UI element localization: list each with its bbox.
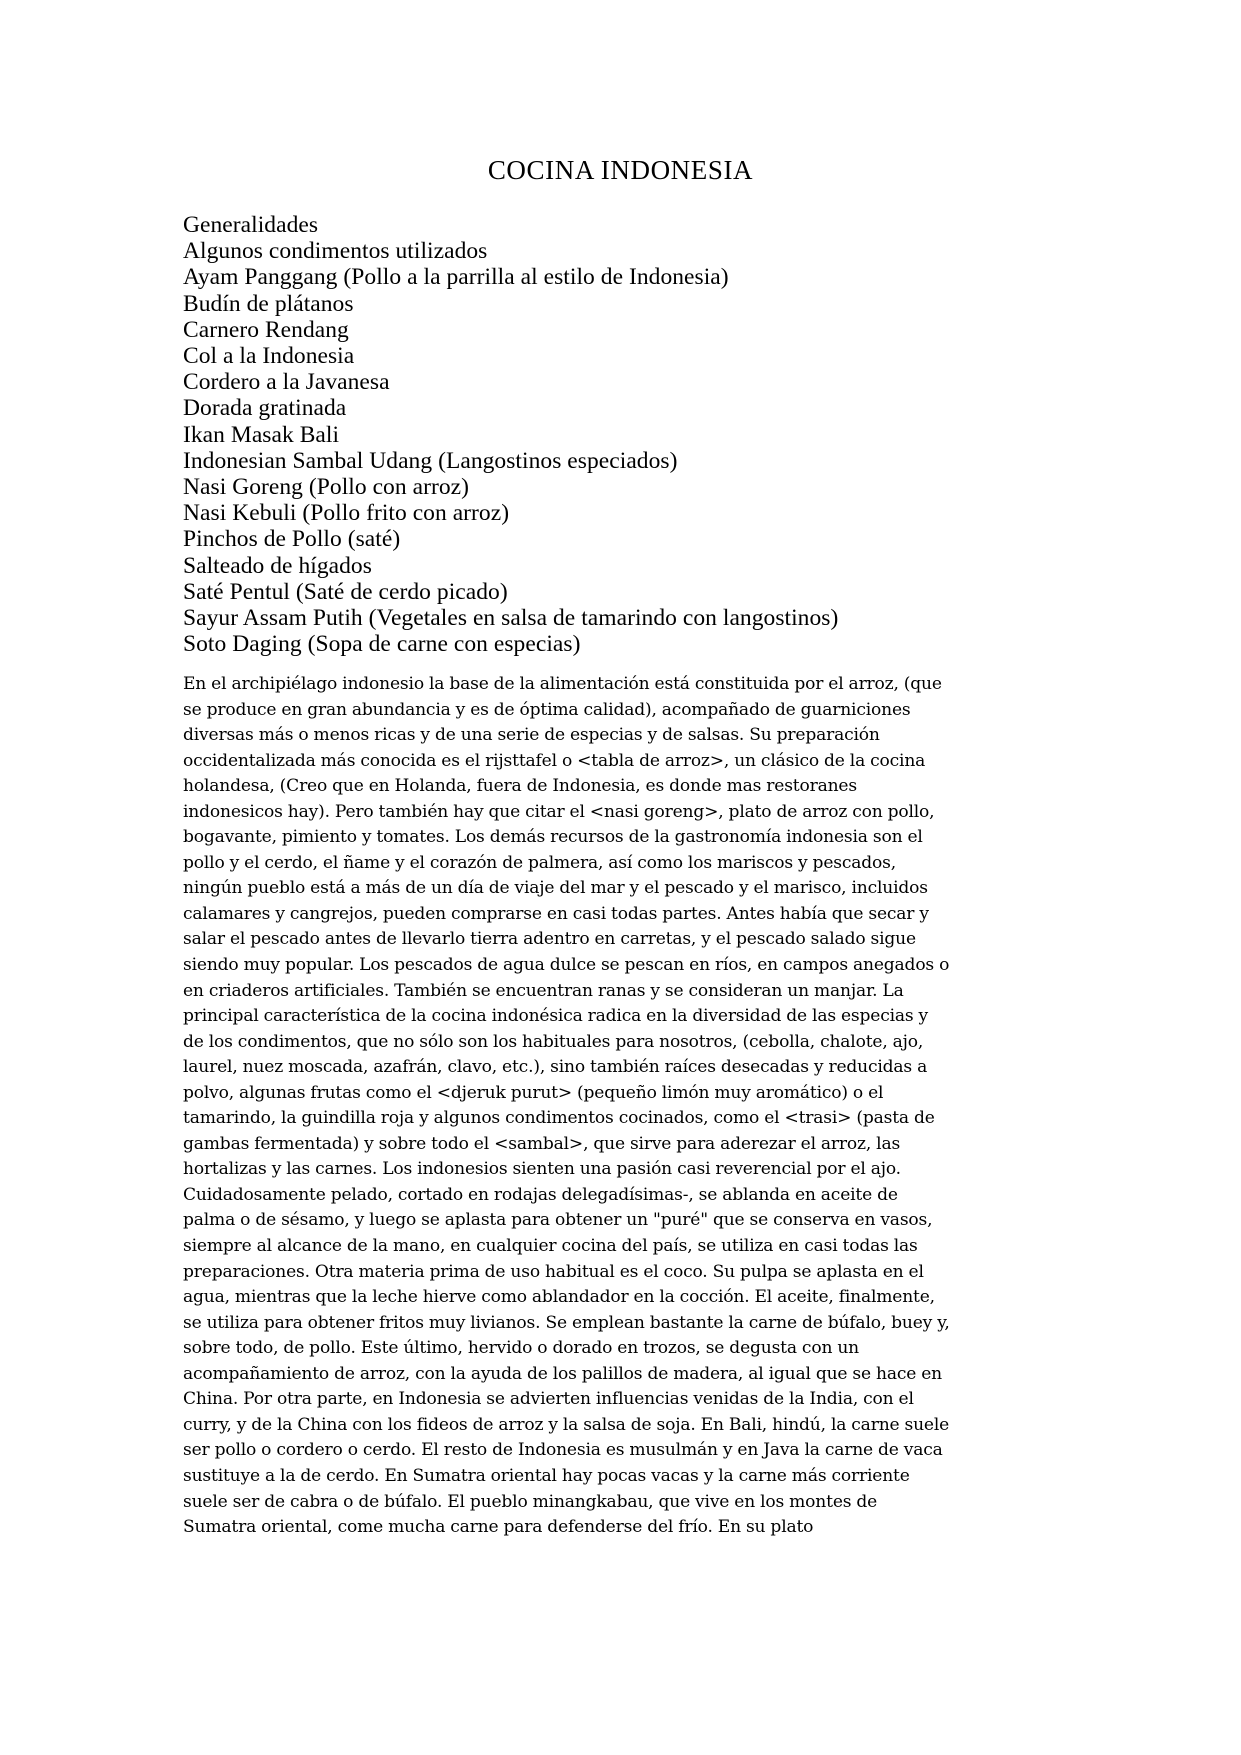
- list-item: Budín de plátanos: [183, 290, 354, 317]
- list-item: Ayam Panggang (Pollo a la parrilla al estilo de Indonesia): [183, 264, 729, 291]
- page-title: COCINA INDONESIA: [487, 155, 754, 185]
- list-item: Nasi Goreng (Pollo con arroz): [183, 474, 469, 501]
- body-text-block: [183, 672, 951, 1541]
- list-item: Dorada gratinada: [183, 395, 347, 422]
- list-item: Ikan Masak Bali: [183, 421, 340, 448]
- list-item: Pinchos de Pollo (saté): [183, 526, 401, 553]
- list-item: Soto Daging (Sopa de carne con especias): [183, 631, 581, 658]
- intro-paragraph: En el archipiélago indonesio la base de la alimentación está constituida por el arroz, (que se produce en gran abundancia y es de óptima calidad), acompañado de guarniciones diversas más o menos ricas y de una serie de especias y de salsas. Su preparación occidentalizada más conocida es el rijsttafel o <tabla de arroz>, un clásico de la cocina holandesa, (Creo que en Holanda, fuera de Indonesia, es donde mas restoranes indonesicos hay). Pero también hay que citar el <nasi goreng>, plato de arroz con pollo, bogavante, pimiento y tomates. Los demás recursos de la gastronomía indonesia son el pollo y el cerdo, el ñame y el corazón de palmera, así como los mariscos y pescados, ningún pueblo está a más de un día de viaje del mar y el pescado y el marisco, incluidos calamares y cangrejos, pueden comprarse en casi todas partes. Antes había que secar y salar el pescado antes de llevarlo tierra adentro en carretas, y el pescado salado sigue siendo muy popular. Los pescados de agua dulce se pescan en ríos, en campos anegados o en criaderos artificiales. También se encuentran ranas y se consideran un manjar. La principal característica de la cocina indonésica radica en la diversidad de las especias y de los condimentos, que no sólo son los habituales para nosotros, (cebolla, chalote, ajo, laurel, nuez moscada, azafrán, clavo, etc.), sino también raíces desecadas y reducidas a polvo, algunas frutas como el <djeruk purut> (pequeño limón muy aromático) o el tamarindo, la guindilla roja y algunos condimentos cocinados, como el <trasi> (pasta de gambas fermentada) y sobre todo el <sambal>, que sirve para aderezar el arroz, las hortalizas y las carnes. Los indonesios sienten una pasión casi reverencial por el ajo. Cuidadosamente pelado, cortado en rodajas delegadísimas-, se ablanda en aceite de palma o de sésamo, y luego se aplasta para obtener un "puré" que se conserva en vasos, siempre al alcance de la mano, en cualquier cocina del país, se utiliza en casi todas las preparaciones. Otra materia prima de uso habitual es el coco. Su pulpa se aplasta en el agua, mientras que la leche hierve como ablandador en la cocción. El aceite, finalmente, se utiliza para obtener fritos muy livianos. Se emplean bastante la carne de búfalo, buey y, sobre todo, de pollo. Este último, hervido o dorado en trozos, se degusta con un acompañamiento de arroz, con la ayuda de los palillos de madera, al igual que se hace en China. Por otra parte, en Indonesia se advierten influencias venidas de la India, con el curry, y de la China con los fideos de arroz y la salsa de soja. En Bali, hindú, la carne suele ser pollo o cordero o cerdo. El resto de Indonesia es musulmán y en Java la carne de vaca sustituye a la de cerdo. En Sumatra oriental hay pocas vacas y la carne más corriente suele ser de cabra o de búfalo. El pueblo minangkabau, que vive en los montes de Sumatra oriental, come mucha carne para defenderse del frío. En su plato: [183, 674, 950, 1538]
- list-item: Col a la Indonesia: [183, 343, 355, 370]
- table-of-contents: [183, 212, 1083, 657]
- list-item: Algunos condimentos utilizados: [183, 238, 488, 265]
- list-item: Indonesian Sambal Udang (Langostinos especiados): [183, 447, 678, 474]
- list-item: Generalidades: [183, 212, 319, 238]
- list-item: Sayur Assam Putih (Vegetales en salsa de tamarindo con langostinos): [183, 605, 839, 632]
- list-item: Carnero Rendang: [183, 316, 349, 343]
- list-item: Cordero a la Javanesa: [183, 369, 390, 396]
- list-item: Nasi Kebuli (Pollo frito con arroz): [183, 500, 510, 527]
- list-item: Salteado de hígados: [183, 552, 372, 579]
- list-item: Saté Pentul (Saté de cerdo picado): [183, 578, 508, 605]
